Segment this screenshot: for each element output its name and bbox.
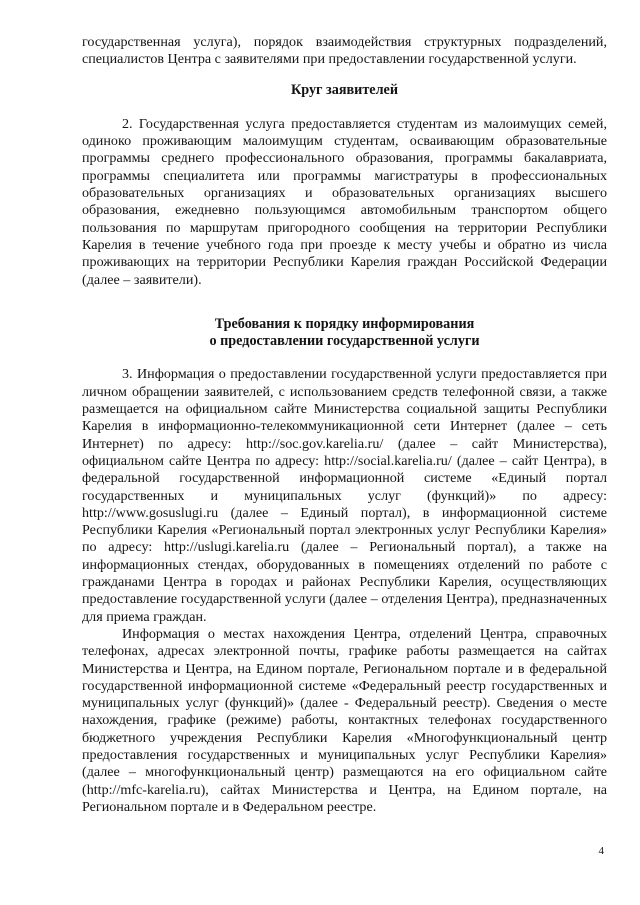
requirements-heading-line2: о предоставлении государственной услуги [209, 333, 480, 350]
applicants-paragraph: 2. Государственная услуга предоставляется студентам из малоимущих семей, одиноко проживающим малоимущим студентам, осваивающим образовательные программы среднего профессионального образования, программы бакалавриата, программы специалитета или программы магистратуры в профессиональных образовательных организациях и образовательных организациях высшего образования, ежедневно пользующимся автомобильным транспортом общего пользования по маршрутам пригородного сообщения на территории Республики Карелия в течение учебного года при проезде к месту учебы и обратно из числа проживающих на территории Республики Карелия граждан Российской Федерации (далее – заявители). [82, 115, 607, 288]
requirements-paragraph-2: Информация о местах нахождения Центра, отделений Центра, справочных телефонах, адресах электронной почты, графике работы размещается на сайтах Министерства и Центра, на Едином портале, Региональном портале и в федеральной государственной информационной системе «Федеральный реестр государственных и муниципальных услуг (функций)» (далее - Федеральный реестр). Сведения о месте нахождения, графике (режиме) работы, контактных телефонах государственного бюджетного учреждения Республики Карелия «Многофункциональный центр предоставления государственных и муниципальных услуг Республики Карелия» (далее – многофункциональный центр) размещаются на его официальном сайте (http://mfc-karelia.ru), сайтах Министерства и Центра, на Едином портале, на Региональном портале и в Федеральном реестре. [82, 625, 607, 815]
applicants-heading: Круг заявителей [290, 81, 399, 98]
requirements-paragraph-1: 3. Информация о предоставлении государственной услуги предоставляется при личном обращении заявителей, с использованием средств телефонной связи, а также размещается на официальном сайте Министерства социальной защиты Республики Карелия в информационно-телекоммуникационной сети Интернет (далее – сеть Интернет) по адресу: http://soc.gov.karelia.ru/ (далее – сайт Министерства), официальном сайте Центра по адресу: http://social.karelia.ru/ (далее – сайт Центра), в федеральной государственной информационной системе «Единый портал государственных и муниципальных услуг (функций)» по адресу: http://www.gosuslugi.ru (далее – Единый портал), в информационной системе Республики Карелия «Региональный портал электронных услуг Республики Карелия» по адресу: http://uslugi.karelia.ru (далее – Региональный портал), а также на информационных стендах, оборудованных в помещениях отделений по работе с гражданами Центра в городах и районах Республики Карелия, осуществляющих предоставление государственной услуги (далее – отделения Центра), предназначенных для приема граждан. [82, 366, 607, 625]
requirements-heading [82, 316, 607, 351]
page-number: 4 [598, 845, 604, 857]
intro-paragraph: государственная услуга), порядок взаимодействия структурных подразделений, специалистов Центра с заявителями при предоставлении государственной услуги. [82, 34, 607, 68]
requirements-heading-line1: Требования к порядку информирования [214, 315, 475, 332]
